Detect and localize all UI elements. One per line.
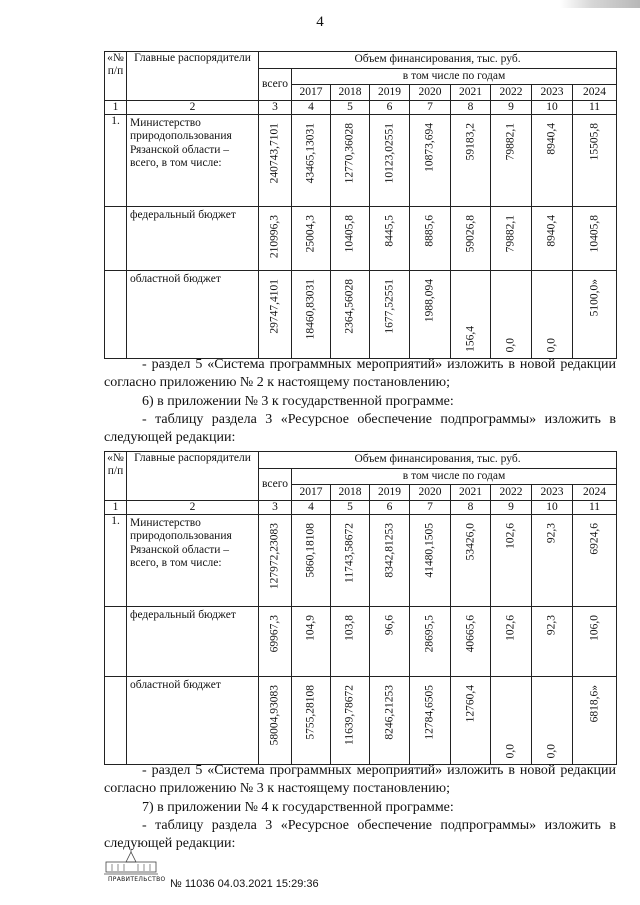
header-name: Главные распорядители [127, 52, 259, 101]
year-cell: 2022 [491, 85, 532, 101]
header-finance: Объем финансирования, тыс. руб. [259, 452, 617, 469]
year-cell: 2019 [370, 485, 410, 501]
year-cell: 2018 [331, 485, 370, 501]
year-cell: 2017 [292, 485, 331, 501]
header-by-years: в том числе по годам [292, 69, 617, 85]
value-cell: 5860,18108 [292, 515, 331, 607]
header-finance: Объем финансирования, тыс. руб. [259, 52, 617, 69]
scan-artifact [560, 0, 640, 8]
row-name: областной бюджет [127, 677, 259, 765]
paragraph: - таблицу раздела 3 «Ресурсное обеспечение подпрограммы» изложить в следующей редакции: [104, 412, 616, 445]
value-cell: 59026,8 [451, 207, 491, 271]
header-total: всего [259, 469, 292, 501]
value-cell: 79882,1 [491, 115, 532, 207]
year-cell: 2017 [292, 85, 331, 101]
value-cell: 58004,93083 [259, 677, 292, 765]
header-num: «№ п/п [105, 452, 127, 501]
row-name: областной бюджет [127, 271, 259, 359]
row-num [105, 607, 127, 677]
value-cell: 59183,2 [451, 115, 491, 207]
year-cell: 2024 [573, 85, 617, 101]
value-cell: 240743,7101 [259, 115, 292, 207]
value-cell: 127972,23083 [259, 515, 292, 607]
index-cell: 6 [370, 101, 410, 115]
table-row [105, 607, 617, 677]
year-cell: 2019 [370, 85, 410, 101]
paragraph: - раздел 5 «Система программных мероприятий» изложить в новой редакции согласно приложению № 3 к настоящему постановлению; [104, 763, 616, 796]
row-num [105, 677, 127, 765]
index-cell: 4 [292, 501, 331, 515]
year-cell: 2018 [331, 85, 370, 101]
index-cell: 1 [105, 501, 127, 515]
index-cell: 2 [127, 501, 259, 515]
index-cell: 10 [532, 101, 573, 115]
index-cell: 3 [259, 501, 292, 515]
row-name: Министерство природопользования Рязанской области – всего, в том числе: [127, 515, 259, 607]
value-cell: 12760,4 [451, 677, 491, 765]
value-cell: 40665,6 [451, 607, 491, 677]
value-cell: 106,0 [573, 607, 617, 677]
paragraph: 7) в приложении № 4 к государственной программе: [142, 800, 454, 815]
value-cell: 29747,4101 [259, 271, 292, 359]
year-cell: 2023 [532, 85, 573, 101]
index-cell: 9 [491, 501, 532, 515]
government-building-stamp-icon [104, 848, 158, 876]
value-cell: 41480,1505 [410, 515, 451, 607]
value-cell: 103,8 [331, 607, 370, 677]
value-cell: 11639,78672 [331, 677, 370, 765]
value-cell: 104,9 [292, 607, 331, 677]
index-cell: 1 [105, 101, 127, 115]
index-cell: 5 [331, 501, 370, 515]
value-cell: 102,6 [491, 515, 532, 607]
value-cell: 102,6 [491, 607, 532, 677]
value-cell: 96,6 [370, 607, 410, 677]
paragraph: - таблицу раздела 3 «Ресурсное обеспечение подпрограммы» изложить в следующей редакции: [104, 818, 616, 851]
value-cell: 8445,5 [370, 207, 410, 271]
value-cell: 11743,58672 [331, 515, 370, 607]
row-name: федеральный бюджет [127, 607, 259, 677]
value-cell: 0,0 [532, 271, 573, 359]
index-cell: 7 [410, 501, 451, 515]
header-total: всего [259, 69, 292, 101]
finance-table-2 [104, 451, 617, 765]
value-cell: 6924,6 [573, 515, 617, 607]
table-row [105, 515, 617, 607]
index-cell: 6 [370, 501, 410, 515]
value-cell: 8246,21253 [370, 677, 410, 765]
header-num: «№ п/п [105, 52, 127, 101]
row-num: 1. [105, 515, 127, 607]
row-num: 1. [105, 115, 127, 207]
value-cell: 1677,52551 [370, 271, 410, 359]
value-cell: 5755,28108 [292, 677, 331, 765]
paragraph: - раздел 5 «Система программных мероприятий» изложить в новой редакции согласно приложению № 2 к настоящему постановлению; [104, 357, 616, 390]
index-cell: 11 [573, 101, 617, 115]
year-cell: 2020 [410, 85, 451, 101]
row-name: Министерство природопользования Рязанской области – всего, в том числе: [127, 115, 259, 207]
value-cell: 69967,3 [259, 607, 292, 677]
table-row [105, 677, 617, 765]
year-cell: 2020 [410, 485, 451, 501]
value-cell: 12784,6505 [410, 677, 451, 765]
value-cell: 0,0 [532, 677, 573, 765]
index-cell: 7 [410, 101, 451, 115]
value-cell: 28695,5 [410, 607, 451, 677]
table-row [105, 207, 617, 271]
index-cell: 11 [573, 501, 617, 515]
value-cell: 79882,1 [491, 207, 532, 271]
value-cell: 6818,6» [573, 677, 617, 765]
year-cell: 2022 [491, 485, 532, 501]
value-cell: 10405,8 [331, 207, 370, 271]
index-cell: 2 [127, 101, 259, 115]
index-cell: 8 [451, 101, 491, 115]
value-cell: 43465,13031 [292, 115, 331, 207]
value-cell: 10405,8 [573, 207, 617, 271]
value-cell: 0,0 [491, 677, 532, 765]
stamp-caption: ПРАВИТЕЛЬСТВО [108, 876, 166, 883]
row-name: федеральный бюджет [127, 207, 259, 271]
value-cell: 5100,0» [573, 271, 617, 359]
value-cell: 0,0 [491, 271, 532, 359]
table-row [105, 271, 617, 359]
value-cell: 156,4 [451, 271, 491, 359]
paragraph: 6) в приложении № 3 к государственной программе: [142, 394, 454, 409]
value-cell: 8940,4 [532, 207, 573, 271]
year-cell: 2023 [532, 485, 573, 501]
index-cell: 9 [491, 101, 532, 115]
value-cell: 8885,6 [410, 207, 451, 271]
value-cell: 10123,02551 [370, 115, 410, 207]
index-cell: 3 [259, 101, 292, 115]
header-by-years: в том числе по годам [292, 469, 617, 485]
value-cell: 25004,3 [292, 207, 331, 271]
value-cell: 8940,4 [532, 115, 573, 207]
value-cell: 10873,694 [410, 115, 451, 207]
value-cell: 92,3 [532, 515, 573, 607]
value-cell: 8342,81253 [370, 515, 410, 607]
index-cell: 8 [451, 501, 491, 515]
year-cell: 2021 [451, 485, 491, 501]
value-cell: 1988,094 [410, 271, 451, 359]
index-cell: 10 [532, 501, 573, 515]
year-cell: 2024 [573, 485, 617, 501]
year-cell: 2021 [451, 85, 491, 101]
document-footer: № 11036 04.03.2021 15:29:36 [170, 878, 319, 890]
value-cell: 12770,36028 [331, 115, 370, 207]
finance-table-1 [104, 51, 617, 359]
header-name: Главные распорядители [127, 452, 259, 501]
value-cell: 210996,3 [259, 207, 292, 271]
value-cell: 2364,56028 [331, 271, 370, 359]
row-num [105, 207, 127, 271]
value-cell: 92,3 [532, 607, 573, 677]
index-cell: 5 [331, 101, 370, 115]
table-row [105, 115, 617, 207]
index-cell: 4 [292, 101, 331, 115]
row-num [105, 271, 127, 359]
value-cell: 53426,0 [451, 515, 491, 607]
value-cell: 18460,83031 [292, 271, 331, 359]
page-number: 4 [316, 14, 324, 30]
value-cell: 15505,8 [573, 115, 617, 207]
